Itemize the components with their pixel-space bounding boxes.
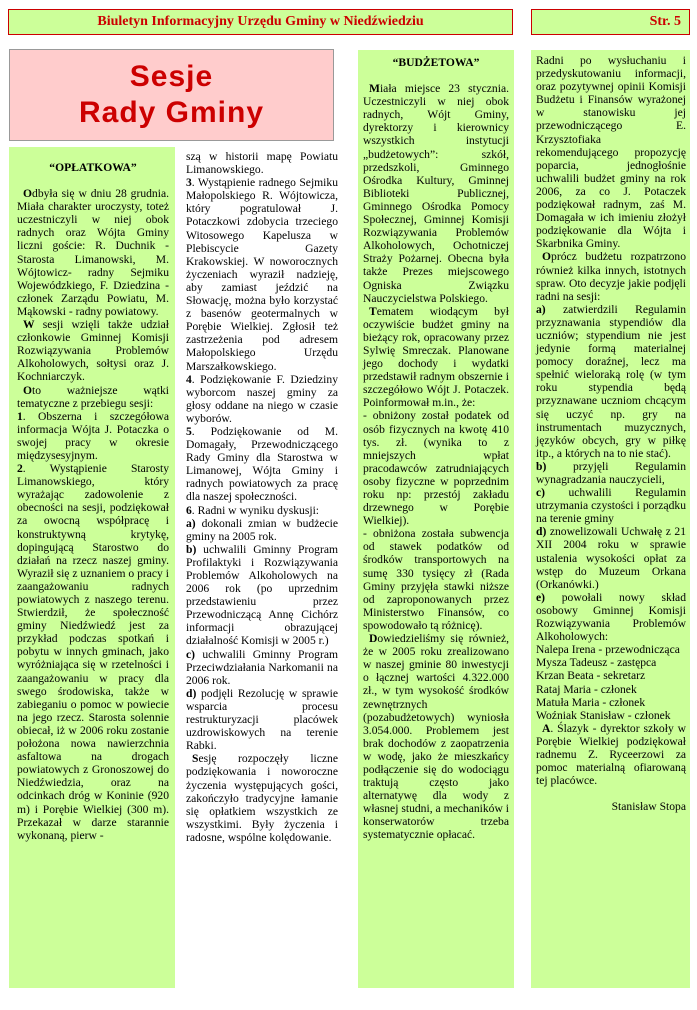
paragraph: szą w historii mapę Powiatu Limanowskiego.: [186, 150, 338, 177]
drop-letter: S: [192, 752, 199, 766]
paragraph: [17, 187, 169, 318]
list-item: [536, 486, 686, 525]
paragraph: [186, 752, 338, 844]
list-item: [186, 648, 338, 687]
list-item: [186, 504, 338, 517]
committee-member: Woźniak Stanisław - członek: [536, 708, 671, 722]
paragraph-text: sesji wzięli także udział członkowie Gminnej Komisji Rozwiązywania Problemów Alkoholowych, sołtysi oraz J. Kochniarczyk.: [17, 318, 169, 384]
paragraph: [536, 722, 686, 787]
paragraph: Radni po wysłuchaniu i przedyskutowaniu informacji, oraz pozytywnej opinii Komisji Budżetu i Finansów wyrażonej w stanowisku jej przewodniczącego E. Krzysztofiaka rekomendującego propozycję poparcia, jednogłośnie uchwalili budżet gminy na rok 2006, za co J. Potaczek podziękował radnym, zaś M. Domagała w ich imieniu złożył podziękowanie dla Wójta i Skarbnika Gminy.: [536, 54, 686, 251]
item-number: e): [536, 590, 546, 604]
main-title: [9, 49, 334, 141]
column-4: [531, 50, 690, 988]
paragraph: [17, 318, 169, 383]
list-item: [17, 462, 169, 842]
drop-letter: W: [23, 318, 35, 332]
item-number: 3: [186, 176, 192, 190]
page-number: Str. 5: [649, 14, 681, 29]
item-number: c): [536, 486, 546, 500]
paragraph: - obniżony został podatek od osób fizycznych na kwotę 410 tys. zł. (wynika to z mniejszych wpłat pracodawców zatrudniających osoby fizyczne w poprzednim roku np: przestój zakładu drzewnego w Porębie Wielkiej).: [363, 409, 509, 528]
item-text: . Wystąpienie Starosty Limanowskiego, który wyrażając zadowolenie z obecności na sesji, podziękował za owocną współpracę i konstruktywną krytykę, dopingującą Starostwo do działań na rzecz naszej gminy. Wyraził się z uznaniem o pracy i zaangażowaniu radnych powiatowych z naszego terenu. Stwierdził, że społeczność gminy Niedźwiedź jest za przykład podczas spotkań i pobytu w innych gminach, jako wyróżniająca się w rzetelności i zaangażowaniu w pracy dla swego środowiska, także w zabieganiu o pomoc w powiecie na jego rzecz. Starosta solennie obiecał, iż w 2006 roku zostanie położona nowa nawierzchnia asfaltowa na drogach powiatowych z Gronoszowej do Niedźwiedzia, oraz na odcinkach dróg w Koninie (920 m) i Porębie Wielkiej (300 m). Przekazał w darze starannie wykonaną, pierw -: [17, 462, 169, 842]
list-item: [186, 425, 338, 504]
drop-letter: O: [23, 383, 33, 397]
list-item: [186, 687, 338, 752]
paragraph: - obniżona została subwencja od stawek podatków od środków transportowych na sumę 330 tysięcy zł (Rada Gminy przyjęła stawki niższe od zaproponowanych przez Ministerstwo Finansów, co spowodowało tą różnicę).: [363, 527, 509, 632]
paragraph-text: to ważniejsze wątki tematyczne z przebiegu sesji:: [17, 383, 169, 410]
item-number: d): [536, 525, 547, 539]
item-text: . Podziękowanie od M. Domagały, Przewodniczącego Rady Gminy dla Starostwa w Limanowej, Wójta Gminy i radnych powiatowych za pracę dla naszej społeczności.: [186, 424, 338, 504]
drop-letter: O: [23, 187, 33, 201]
committee-member: Matuła Maria - członek: [536, 695, 646, 709]
committee-member: Rataj Maria - członek: [536, 682, 637, 696]
drop-letter: A: [542, 721, 551, 735]
author-signature: Stanisław Stopa: [611, 800, 686, 814]
list-item: [536, 525, 686, 590]
item-number: 4: [186, 372, 192, 386]
paragraph: [363, 82, 509, 305]
item-number: a): [186, 516, 196, 530]
list-item: [536, 591, 686, 643]
list-item: [186, 176, 338, 372]
main-title-line1: Sesje: [129, 60, 214, 93]
item-number: b): [536, 459, 547, 473]
column-3: [358, 50, 514, 988]
page-number-bar: [531, 9, 690, 35]
item-number: d): [186, 686, 197, 700]
section-heading-budzetowa: “BUDŻETOWA”: [392, 56, 480, 69]
committee-member: Krzan Beata - sekretarz: [536, 669, 646, 683]
item-text: uchwalili Regulamin utrzymania czystości i porządku na terenie gminy: [536, 486, 686, 526]
paragraph-text: ematem wiodącym był oczywiście budżet gminy na bieżący rok, opracowany przez Sylwię Smreczak. Planowane jego dochody i wydatki przedstawił radnym obszernie i szczegółowo Wójt J. Potaczek. Poinformował m.in., że:: [363, 304, 509, 410]
item-text: uchwalili Gminny Program Profilaktyki i Rozwiązywania Problemów Alkoholowych na 2006 rok (po uprzednim przedstawieniu przez Przewodniczącą Annę Cichórz informacji obrazującej działalność Komisji w 2005 r.): [186, 542, 338, 648]
committee-member: Nalepa Irena - przewodnicząca: [536, 643, 680, 657]
drop-letter: D: [369, 632, 378, 646]
column-2: [182, 147, 342, 988]
item-number: c): [186, 647, 196, 661]
list-item: [17, 410, 169, 462]
item-number: 6: [186, 503, 192, 517]
item-number: a): [536, 302, 546, 316]
bulletin-title-bar: [8, 9, 513, 35]
drop-letter: T: [369, 304, 377, 318]
paragraph: [363, 305, 509, 410]
item-text: . Podziękowanie F. Dziedziny wyborcom naszej gminy za głosy oddane na niego w czasie wyborów.: [186, 372, 338, 425]
list-item: [186, 543, 338, 648]
drop-letter: O: [542, 250, 552, 264]
item-text: podjęli Rezolucję w sprawie wsparcia procesu restrukturyzacji placówek uzdrowiskowych na terenie Rabki.: [186, 686, 338, 753]
item-number: b): [186, 542, 197, 556]
list-item: [186, 517, 338, 543]
paragraph-text: iała miejsce 23 stycznia. Uczestniczyli w niej obok radnych, Wójt Gminy, dyrektorzy i kierownicy wszystkich instytucji „budżetowych”: szkół, przedszkoli, Gminnego Ośrodka Kultury, Gminnej Biblioteki Publicznej, Gminnego Ośrodka Pomocy Społecznej, Gminnej Komisji Rozwiązywania Problemów Alkoholowych, Ochotniczej Straży Pożarnej. Obecna była także Prezes miejscowego Ogniska Związku Nauczycielstwa Polskiego.: [363, 82, 509, 305]
bulletin-title: Biuletyn Informacyjny Urzędu Gminy w Niedźwiedziu: [97, 14, 424, 29]
paragraph-text: dbyła się w dniu 28 grudnia. Miała charakter uroczysty, toteż uczestniczyli w niej obok radnych oraz Wójta Gminy liczni goście: R. Duchnik - Starosta Limanowski, M. Wójtowicz- radny Sejmiku Wojewódzkiego, F. Dziedzina - członek Zarządu Powiatu, M. Mąkowski - radny powiatowy.: [17, 187, 169, 318]
list-item: [186, 373, 338, 425]
committee-member: Mysza Tadeusz - zastępca: [536, 656, 657, 670]
item-number: 2: [17, 462, 23, 476]
item-text: . Wystąpienie radnego Sejmiku Małopolskiego R. Wójtowicza, który pogratulował J. Potaczkowi zdobycia trzeciego Witosowego Kapelusza w Plebiscycie Gazety Krakowskiej. W noworocznych życzeniach wyraził nadzieję, aby zamiast jeździć na Słowację, można było korzystać z basenów geotermalnych w Porębie Wielkiej. Zgłosił też zastrzeżenia pod adresem Małopolskiego Urzędu Marszałkowskiego.: [186, 176, 338, 373]
paragraph-text: . Ślazyk - dyrektor szkoły w Porębie Wielkiej podziękował radnemu Z. Ryceerzowi za pomoc materialną ofiarowaną tej placówce.: [536, 721, 686, 788]
item-text: uchwalili Gminny Program Przeciwdziałania Narkomanii na 2006 rok.: [186, 647, 338, 687]
main-title-line2: Rady Gminy: [78, 96, 265, 129]
paragraph-text: prócz budżetu rozpatrzono również kilka innych, istotnych spraw. Oto decyzje jakie podjęli radni na sesji:: [536, 250, 686, 303]
item-text: zatwierdzili Regulamin przyznawania stypendiów dla uczniów; stypendium nie jest jedynie formą materialnej pomocy doraźnej, lecz ma spełnić wieloraką rolę (w tym roku stypendia będą przyznawane uczniom chcącym się uczyć np. gry na instrumentach muzycznych, języków obcych, gry w piłkę itp., a których na to nie stać).: [536, 302, 686, 460]
paragraph: [536, 250, 686, 302]
item-text: znowelizowali Uchwałę z 21 XII 2004 roku w sprawie ustalenia wysokości opłat za wstęp do Muzeum Orkana (Orkanówki.): [536, 525, 686, 591]
item-number: 5: [186, 424, 192, 438]
section-heading-oplatkowa: “OPŁATKOWA”: [49, 161, 137, 174]
item-text: powołali nowy skład osobowy Gminnej Komisji Rozwiązywania Problemów Alkoholowych:: [536, 590, 686, 644]
paragraph: [17, 384, 169, 410]
paragraph: [363, 632, 509, 842]
item-number: 1: [17, 409, 23, 423]
list-item: [536, 303, 686, 460]
item-text: . Radni w wyniku dyskusji:: [191, 503, 320, 517]
paragraph-text: esję rozpoczęły liczne podziękowania i noworoczne życzenia występujących gości, zakończyło tradycyjne łamanie się opłatkiem wszystkich ze wszystkimi. Były życzenia i radosne, wspólne kolędowanie.: [186, 752, 338, 844]
item-text: . Obszerna i szczegółowa informacja Wójta J. Potaczka o swojej pracy w okresie międzysesyjnym.: [17, 409, 169, 462]
item-text: przyjęli Regulamin wynagradzania nauczycieli,: [536, 459, 686, 486]
paragraph-text: owiedzieliśmy się również, że w 2005 roku zrealizowano w naszej gminie 80 inwestycji o łącznej wartości 4.322.000 zł., w tym wysokość środków zewnętrznych (pozabudżetowych) wyniosła 3.054.000. Problemem jest brak dochodów z zaopatrzenia w wodę, jako że mieszkańcy podłączenie się do wodociągu traktują często jako alternatywę dla wody z własnej studni, a mechaników i konserwatorów trzeba systematycznie opłacać.: [363, 632, 509, 842]
column-1: [9, 147, 175, 988]
item-text: dokonali zmian w budżecie gminy na 2005 rok.: [186, 516, 338, 543]
list-item: [536, 460, 686, 486]
drop-letter: M: [369, 82, 380, 96]
